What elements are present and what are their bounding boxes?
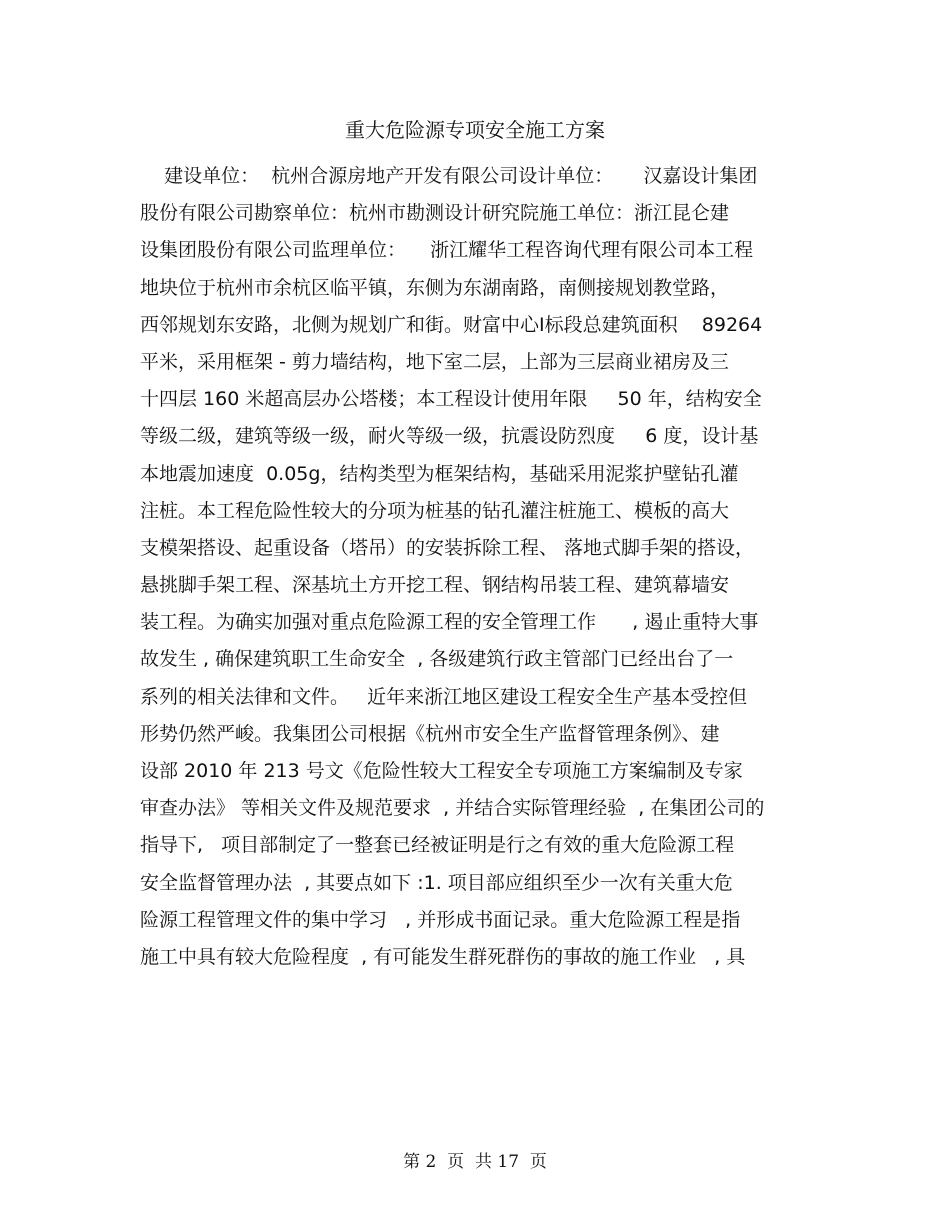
text-line: 西邻规划东安路，北侧为规划广和街。财富中心Ⅰ标段总建筑面积 89264 xyxy=(140,313,763,336)
text-line: 股份有限公司勘察单位：杭州市勘测设计研究院施工单位：浙江昆仑建 xyxy=(140,202,730,225)
text-line: 险源工程管理文件的集中学习 , 并形成书面记录。重大危险源工程是指 xyxy=(140,908,741,931)
text-line: 设部 2010 年 213 号文《危险性较大工程安全专项施工方案编制及专家 xyxy=(140,760,743,782)
text-line: 注桩。本工程危险性较大的分项为桩基的钻孔灌注桩施工、模板的高大 xyxy=(140,499,730,522)
text-line: 安全监督管理办法 , 其要点如下 :1. 项目部应组织至少一次有关重大危 xyxy=(140,871,733,894)
text-line: 等级二级，建筑等级一级，耐火等级一级，抗震设防烈度 6 度，设计基 xyxy=(140,425,759,448)
body-text xyxy=(140,158,820,976)
text-line: 平米，采用框架 - 剪力墙结构，地下室二层，上部为三层商业裙房及三 xyxy=(140,350,729,373)
text-line: 装工程。为确实加强对重点危险源工程的安全管理工作 , 遏止重特大事 xyxy=(140,611,759,634)
page-footer: 第 2 页 共 17 页 xyxy=(403,1152,547,1172)
text-line: 悬挑脚手架工程、深基坑土方开挖工程、钢结构吊装工程、建筑幕墙安 xyxy=(140,574,730,597)
text-line: 施工中具有较大危险程度 , 有可能发生群死群伤的事故的施工作业 , 具 xyxy=(140,945,746,968)
text-line: 地块位于杭州市余杭区临平镇，东侧为东湖南路，南侧接规划教堂路， xyxy=(140,276,730,299)
text-line: 设集团股份有限公司监理单位： 浙江耀华工程咨询代理有限公司本工程 xyxy=(140,239,754,262)
text-line: 本地震加速度 0.05g，结构类型为框架结构，基础采用泥浆护壁钻孔灌 xyxy=(140,462,739,485)
text-line: 十四层 160 米超高层办公塔楼；本工程设计使用年限 50 年，结构安全 xyxy=(140,388,762,411)
text-line: 支模架搭设、起重设备（塔吊）的安装拆除工程、 落地式脚手架的搭设， xyxy=(140,536,755,559)
text-line: 故发生 , 确保建筑职工生命安全 , 各级建筑行政主管部门已经出台了一 xyxy=(140,648,734,671)
text-line: 系列的相关法律和文件。 近年来浙江地区建设工程安全生产基本受控但 xyxy=(140,685,748,708)
text-line: 建设单位： 杭州合源房地产开发有限公司设计单位： 汉嘉设计集团 xyxy=(140,165,758,187)
text-line: 指导下, 项目部制定了一整套已经被证明是行之有效的重大危险源工程 xyxy=(140,834,735,857)
document-title: 重大危险源专项安全施工方案 xyxy=(345,118,605,142)
text-line: 形势仍然严峻。我集团公司根据《杭州市安全生产监督管理条例》、建 xyxy=(140,722,720,745)
text-line: 审查办法》 等相关文件及规范要求 , 并结合实际管理经验 , 在集团公司的 xyxy=(140,797,765,820)
